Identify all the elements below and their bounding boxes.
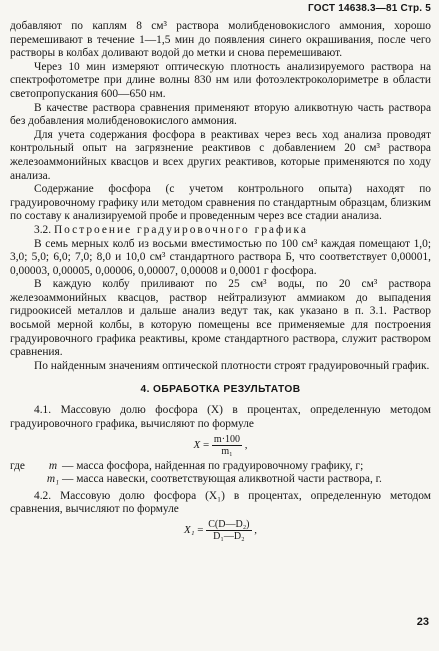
- document-body: [10, 20, 431, 544]
- paragraph-3: В качестве раствора сравнения применяют вторую аликвотную часть раствора без добавления молибденовокислого аммония.: [10, 101, 431, 128]
- paragraph-10: 4.1. Массовую долю фосфора (X) в процентах, определенную методом градуировочного графика, вычисляют по формуле: [10, 404, 431, 431]
- subsection-title: Построение градуировочного графика: [53, 223, 308, 236]
- formula-1-denominator: m₁: [221, 445, 233, 457]
- where-text-1: — масса фосфора, найденная по градуировочному графику, г;: [62, 459, 364, 472]
- formula-2-numerator: C(D—D₂): [208, 519, 250, 530]
- paragraph-5: Содержание фосфора (с учетом контрольного опыта) находят по градуировочному графику или методом сравнения по стандартным образцам, близким по составу к анализируемой пробе и проведенным через все стадии анализа.: [10, 183, 431, 223]
- subsection-number: 3.2.: [34, 223, 52, 236]
- subsection-heading: [10, 224, 431, 238]
- paragraph-8: В каждую колбу приливают по 25 см³ воды, по 20 см³ раствора железоаммонийных квасцов, раствор нейтрализуют аммиаком до выпадения гидроокисей металлов и дальше анализ ведут так, как указано в п. 3.1. Раствор восьмой мерной колбы, в которую помещены все применяемые для построения градуировочного графика реактивы, кроме стандартного раствора, служит раствором сравнения.: [10, 278, 431, 359]
- page-number: 23: [416, 616, 429, 628]
- formula-2-fraction: [206, 519, 251, 542]
- formula-1-fraction: [212, 434, 242, 457]
- where-line-2: [10, 473, 431, 487]
- paragraph-4: Для учета содержания фосфора в реактивах через весь ход анализа проводят контрольный опыт на загрязнение реактивов с добавлением 20 см³ раствора железоаммонийных квасцов и всех других реактивов, которые применяются по ходу анализа.: [10, 128, 431, 182]
- formula-2-lhs: X₁: [183, 524, 195, 537]
- paragraph-1: добавляют по каплям 8 см³ раствора молибденовокислого аммония, хорошо перемешивают в течение 1—1,5 мин до появления синего окрашивания, после чего растворы в колбах доливают водой до метки и снова перемешивают.: [10, 20, 431, 60]
- page-header: ГОСТ 14638.3—81 Стр. 5: [308, 3, 431, 14]
- paragraph-7: В семь мерных колб из восьми вместимостью по 100 см³ каждая помещают 1,0; 3,0; 5,0; 6,0; 7,0; 8,0 и 10,0 см³ стандартного раствора Б, что соответствует 0,00001, 0,00003, 0,00005, 0,00006, 0,00007, 0,00008 и 0,0001 г фосфора.: [10, 237, 431, 277]
- formula-1-lhs: X: [193, 438, 201, 451]
- where-text-2: — масса навески, соответствующая аликвотной части раствора, г.: [62, 473, 382, 486]
- where-symbol-2: m₁: [46, 473, 60, 486]
- where-line-1: [10, 460, 431, 474]
- formula-2-denominator: D₁—D₂: [213, 531, 245, 542]
- section-heading: 4. ОБРАБОТКА РЕЗУЛЬТАТОВ: [140, 384, 301, 396]
- formula-2: X₁ = $\frac{\text{C(D—D₂)}}{\text{D₁—D₂}}$ ,: [183, 519, 258, 542]
- formula-1: X = $\frac{m\cdot 100}{\text{m₁}}$ ,: [193, 433, 248, 457]
- paragraph-11: 4.2. Массовую долю фосфора (X₁) в процентах, определенную методом сравнения, вычисляют по формуле: [10, 489, 431, 516]
- where-label: где: [10, 459, 25, 472]
- formula-1-numerator: m·100: [213, 433, 241, 445]
- where-symbol-1: m: [48, 459, 58, 472]
- paragraph-9: По найденным значениям оптической плотности строят градуировочный график.: [34, 359, 430, 372]
- paragraph-2: Через 10 мин измеряют оптическую плотность анализируемого раствора на спектрофотометре при длине волны 830 нм или фотоэлектроколориметре в области светопропускания 600—650 нм.: [10, 60, 431, 100]
